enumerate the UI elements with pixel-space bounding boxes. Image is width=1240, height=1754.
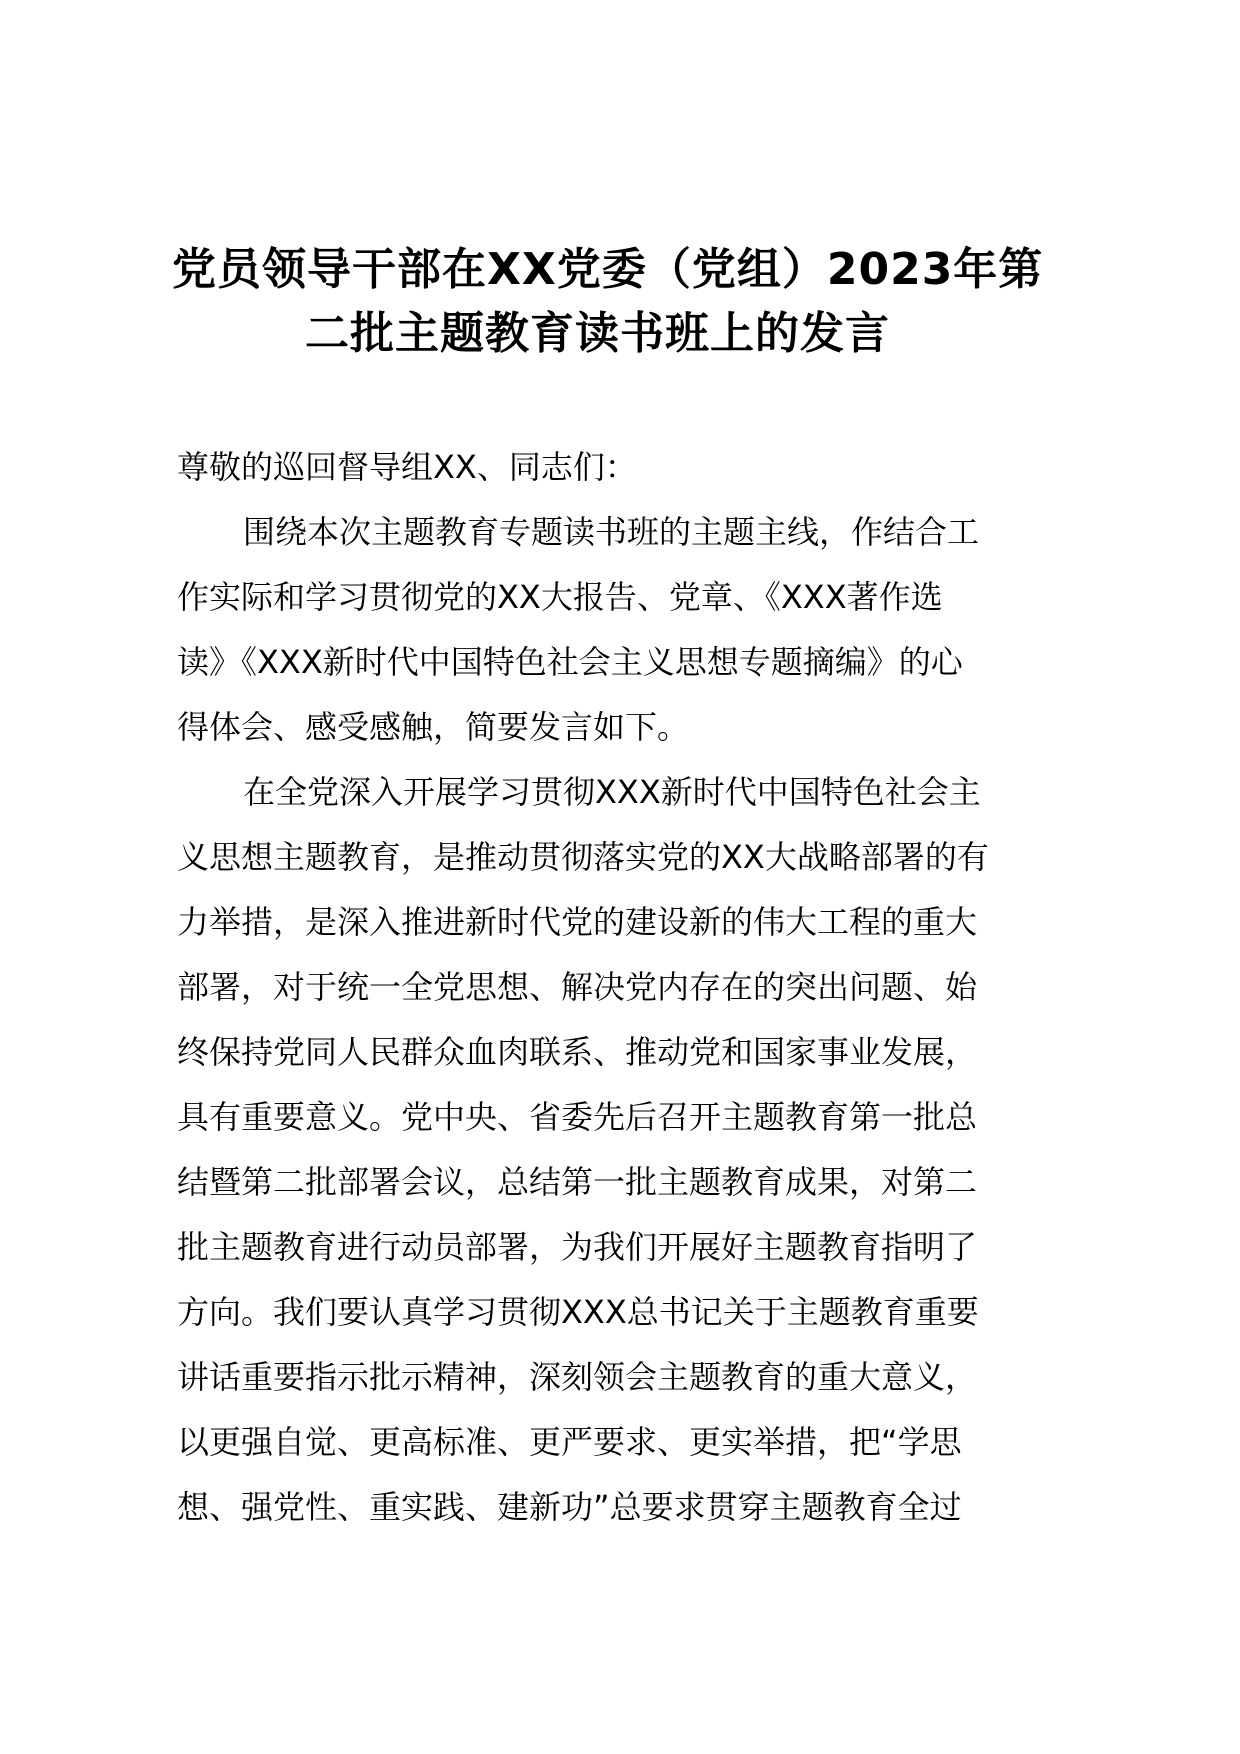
document-title (172, 238, 1122, 366)
paragraph-2-line: 方向。我们要认真学习贯彻XXX总书记关于主题教育重要 (177, 1293, 979, 1331)
paragraph-2-line: 批主题教育进行动员部署，为我们开展好主题教育指明了 (177, 1228, 978, 1266)
paragraph-1-line: 围绕本次主题教育专题读书班的主题主线，作结合工 (243, 513, 980, 551)
paragraph-2-line: 具有重要意义。党中央、省委先后召开主题教育第一批总 (177, 1098, 978, 1136)
salutation: 尊敬的巡回督导组XX、同志们： (177, 448, 637, 486)
paragraph-1-line: 读》《XXX新时代中国特色社会主义思想专题摘编》的心 (177, 643, 963, 681)
paragraph-1-line: 得体会、感受感触，简要发言如下。 (177, 708, 690, 746)
title-line: 党员领导干部在XX党委（党组）2023年第 (172, 244, 1044, 295)
paragraph-2-line: 想、强党性、重实践、建新功”总要求贯穿主题教育全过 (177, 1488, 962, 1526)
paragraph-2-line: 以更强自觉、更高标准、更严要求、更实举措，把“学思 (177, 1423, 962, 1461)
paragraph-1-line: 作实际和学习贯彻党的XX大报告、党章、《XXX著作选 (177, 578, 943, 616)
paragraph-2-line: 义思想主题教育，是推动贯彻落实党的XX大战略部署的有 (177, 838, 989, 876)
title-line: 二批主题教育读书班上的发言 (305, 308, 890, 359)
paragraph-2-line: 力举措，是深入推进新时代党的建设新的伟大工程的重大 (177, 903, 978, 941)
paragraph-2-line: 结暨第二批部署会议，总结第一批主题教育成果，对第二 (177, 1163, 978, 1201)
paragraph-2-line: 终保持党同人民群众血肉联系、推动党和国家事业发展， (177, 1033, 978, 1071)
paragraph-2-line: 部署，对于统一全党思想、解决党内存在的突出问题、始 (177, 968, 978, 1006)
paragraph-2-line: 在全党深入开展学习贯彻XXX新时代中国特色社会主 (243, 773, 981, 811)
document-body (177, 435, 1097, 1540)
paragraph-2-line: 讲话重要指示批示精神，深刻领会主题教育的重大意义， (177, 1358, 978, 1396)
